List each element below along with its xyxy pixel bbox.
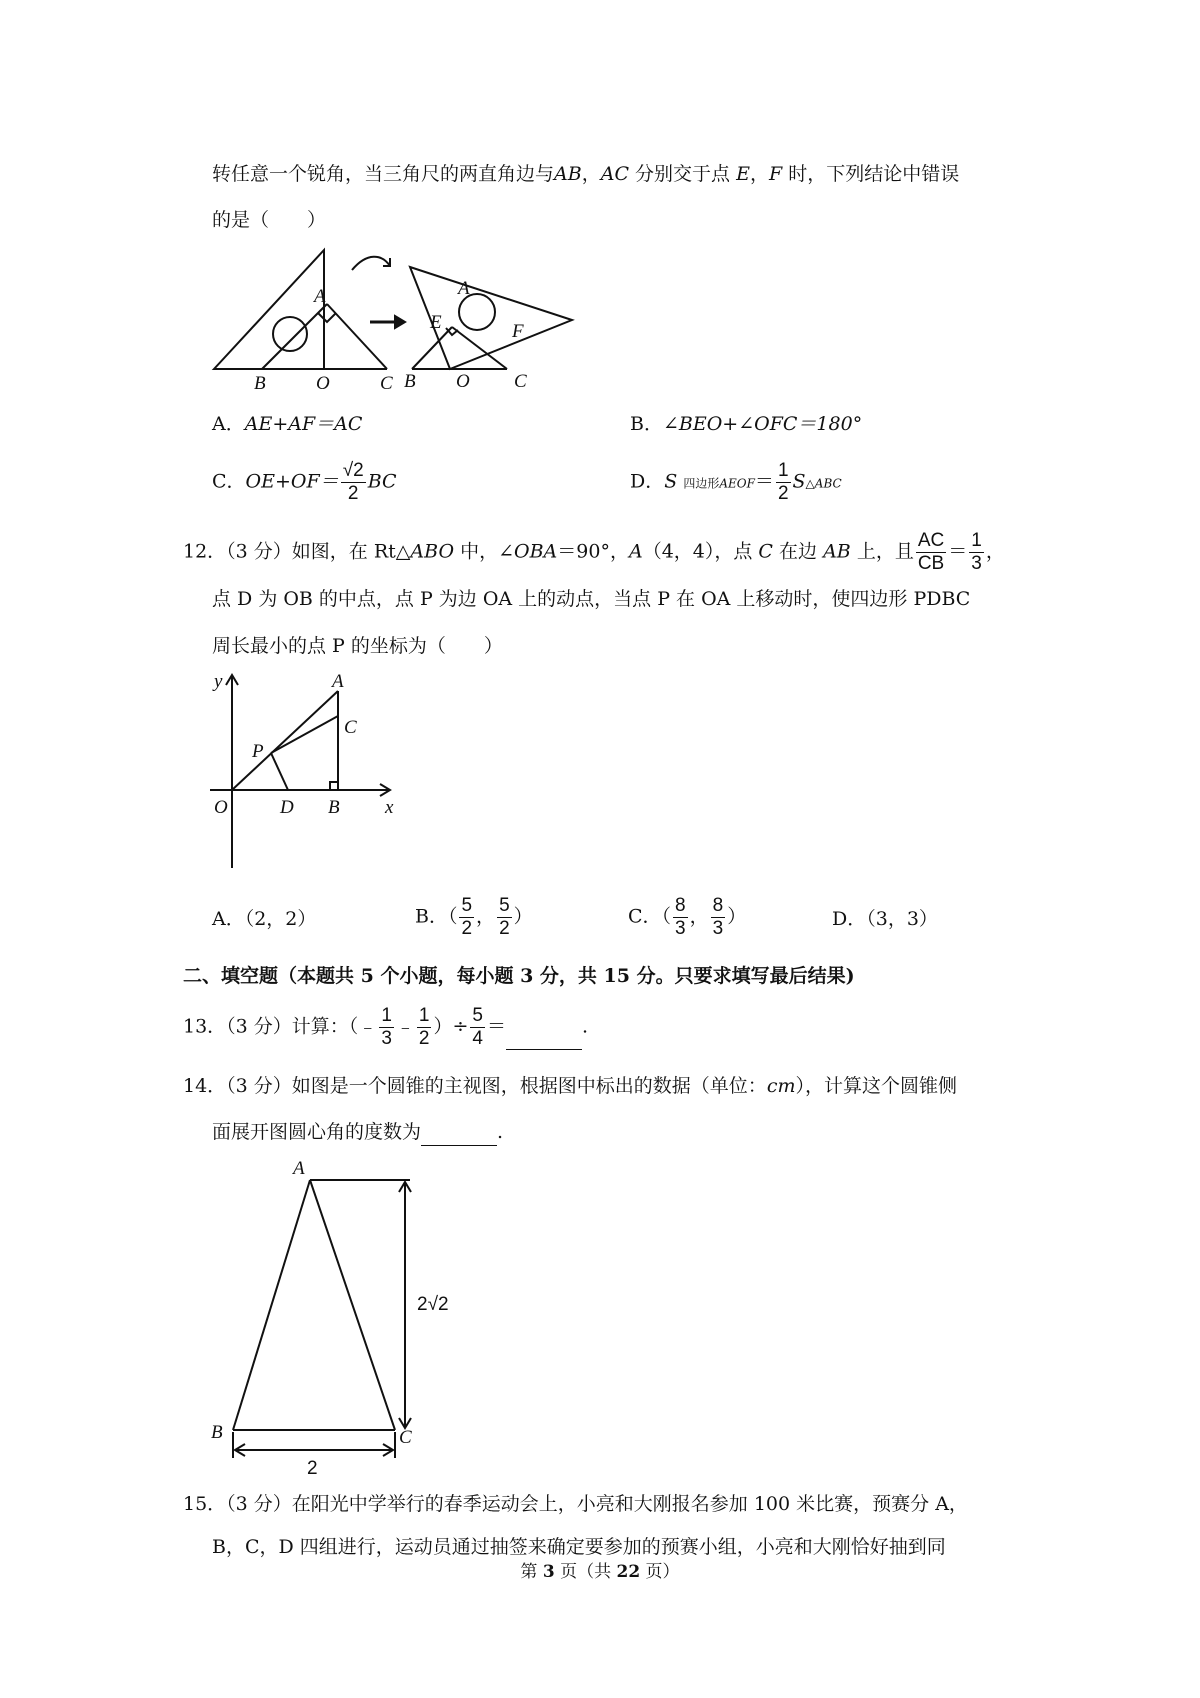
frac-den: 3 [712,918,724,939]
q11-option-c-prefix: C． [212,470,246,493]
q12-text-d: （4，4），点 [642,540,753,563]
section-heading: 二、填空题（本题共 5 个小题，每小题 3 分，共 15 分。只要求填写最后结果) [183,965,855,987]
q15-line1: 15．（3 分）在阳光中学举行的春季运动会上，小亮和大刚报名参加 100 米比赛，预赛分 A， [183,1493,968,1515]
q11-option-c-fraction [341,460,366,505]
q12-option-c-frac2 [711,895,726,940]
frac-num: √2 [342,460,364,481]
page-footer [0,1557,1200,1582]
frac-num: 1 [777,460,789,481]
q14-label-C: C [399,1427,412,1448]
q14-line2 [212,1118,503,1146]
frac-num: 1 [381,1005,392,1026]
q13-eq: ＝ [486,1015,506,1038]
q11-option-c[interactable] [212,460,397,505]
q12-line3: 周长最小的点 P 的坐标为（ ） [212,635,503,657]
q12-text-c: ＝90°， [557,540,629,563]
q12-option-b-prefix: B．（ [415,905,458,928]
q12-text-f: 上，且 [856,540,914,563]
q11-label-F: F [512,321,524,342]
frac-num: 5 [499,895,510,916]
q14-label-base: 2 [307,1458,318,1479]
q12-label-A: A [332,671,344,692]
q12-label-O: O [214,797,228,818]
q11-f: F [768,163,783,185]
q11-option-d-sub2: △ABC [805,476,842,491]
q12-option-b-frac1 [459,895,474,940]
q15-line2: B，C，D 四组进行，运动员通过抽签来确定要参加的预赛小组，小亮和大刚恰好抽到同 [212,1536,946,1558]
q12-ab: AB [823,540,851,563]
q11-label-O: O [316,373,330,394]
q11-option-d-sub: 四边形 [683,476,720,491]
q12-tail: ， [985,540,1005,563]
q12-text-b: 中，∠ [454,540,514,563]
q11-option-d-prefix: D． [630,470,665,493]
frac-den: 4 [472,1028,483,1049]
frac-den: 2 [777,483,789,504]
q11-comma: ， [581,163,601,185]
q12-text-a: 12．（3 分）如图，在 Rt△ [183,540,411,563]
q11-text-b: 分别交于点 [635,163,731,185]
q11-text-c: 时，下列结论中错误 [788,163,960,185]
frac-num: 1 [418,1005,430,1026]
q11-option-d-fraction [776,460,791,505]
q14-label-A: A [293,1158,305,1179]
q12-option-d[interactable]: D．（3，3） [832,908,938,930]
frac-den: 3 [971,553,982,574]
q11-comma2: ， [749,163,769,185]
footer-post: 页） [640,1562,680,1582]
q12-option-b-suffix: ） [513,905,533,928]
footer-mid: 页（共 [554,1562,617,1582]
q11-option-a-prefix: A． [212,413,245,435]
q11-option-b-text: ∠BEO+∠OFC＝180° [662,413,863,435]
q13 [183,1005,588,1050]
frac-den: CB [917,553,945,574]
q12-label-C: C [344,717,357,738]
q12-figure [210,673,410,873]
q12-a: A [628,540,643,563]
q11-label-B: B [254,373,266,394]
q12-c: C [758,540,773,563]
frac-den: 2 [418,1028,430,1049]
q12-label-P: P [252,741,264,762]
q13-frac2 [417,1005,432,1050]
q11-figure [212,242,592,392]
q11-option-a[interactable] [212,410,362,438]
q12-option-a[interactable]: A．（2，2） [212,908,317,930]
frac-den: 2 [461,918,473,939]
q14-end: . [497,1121,504,1143]
frac-num: 1 [971,530,982,551]
q14-label-B: B [211,1422,223,1443]
q13-prefix: 13．（3 分）计算：（﹣ [183,1015,378,1038]
q14-line1 [183,1072,957,1100]
q12-text-e: 在边 [779,540,818,563]
q12-oba: OBA [514,540,558,563]
q12-fraction-ac-cb [916,530,946,575]
q11-option-c-rhs: BC [367,470,397,493]
q11-text: 转任意一个锐角，当三角尺的两直角边与 [212,163,555,185]
q11-option-c-lhs: OE+OF＝ [245,470,339,493]
q14-answer-blank[interactable] [421,1125,497,1146]
q11-ab: AB [554,163,582,185]
frac-den: 2 [499,918,510,939]
q11-option-d-eq: ＝ [754,470,774,493]
q11-label-B2: B [404,371,416,392]
q11-option-a-text: AE+AF＝AC [244,413,363,435]
frac-num: 5 [461,895,473,916]
q12-line1 [183,530,1005,575]
q14-text-b: ），计算这个圆锥侧 [795,1075,957,1097]
q11-ac: AC [600,163,629,185]
q12-option-b-sep: ， [476,905,496,928]
q12-option-c[interactable] [628,895,746,940]
q14-text: 14．（3 分）如图是一个圆锥的主视图，根据图中标出的数据（单位： [183,1075,767,1097]
q11-line1 [212,160,959,188]
q13-frac3 [470,1005,485,1050]
q14-label-height: 2√2 [417,1294,449,1315]
q11-option-d-s: S [664,470,678,493]
frac-num: 8 [712,895,724,916]
frac-den: 3 [675,918,686,939]
q11-option-d-aeof: AEOF [719,476,755,491]
q12-option-c-suffix: ） [727,905,747,928]
q11-line2: 的是（ ） [212,209,327,231]
q12-label-x: x [385,797,394,818]
q13-minus: ﹣ [395,1015,415,1038]
q14-cm: cm [766,1075,796,1097]
q13-mid: ）÷ [433,1015,469,1038]
q11-option-b-prefix: B． [630,413,663,435]
q12-line2: 点 D 为 OB 的中点，点 P 为边 OA 上的动点，当点 P 在 OA 上移动时，使四边形 PDBC [212,588,971,610]
q12-abo: ABO [410,540,455,563]
q14-text2: 面展开图圆心角的度数为 [212,1121,422,1143]
q11-label-O2: O [456,371,470,392]
frac-num: AC [917,530,945,551]
footer-total-pages: 22 [616,1562,641,1582]
q13-frac1 [379,1005,394,1050]
q12-option-c-prefix: C．（ [628,905,672,928]
q11-label-C2: C [514,371,527,392]
q12-fraction-one-third [969,530,984,575]
q13-end: . [582,1015,589,1038]
q13-answer-blank[interactable] [506,1029,582,1050]
q11-label-C: C [380,373,393,394]
footer-pre: 第 [520,1562,543,1582]
q14-figure [205,1160,485,1480]
q12-label-D: D [280,797,294,818]
q11-label-E: E [430,312,442,333]
q12-option-c-frac1 [673,895,688,940]
q11-option-d-s2: S [792,470,806,493]
q12-option-b[interactable] [415,895,533,940]
footer-page-number: 3 [542,1562,555,1582]
q12-label-y: y [214,671,223,692]
q12-label-B: B [328,797,340,818]
q11-label-A: A [314,286,326,307]
q11-label-A2: A [458,278,470,299]
q12-option-c-sep: ， [689,905,709,928]
frac-num: 8 [675,895,686,916]
q12-eq: ＝ [948,540,968,563]
q11-e: E [736,163,750,185]
frac-den: 3 [381,1028,392,1049]
q11-option-b[interactable] [630,410,862,438]
q12-option-b-frac2 [497,895,512,940]
frac-den: 2 [347,483,359,504]
frac-num: 5 [472,1005,483,1026]
q11-option-d[interactable] [630,460,842,505]
